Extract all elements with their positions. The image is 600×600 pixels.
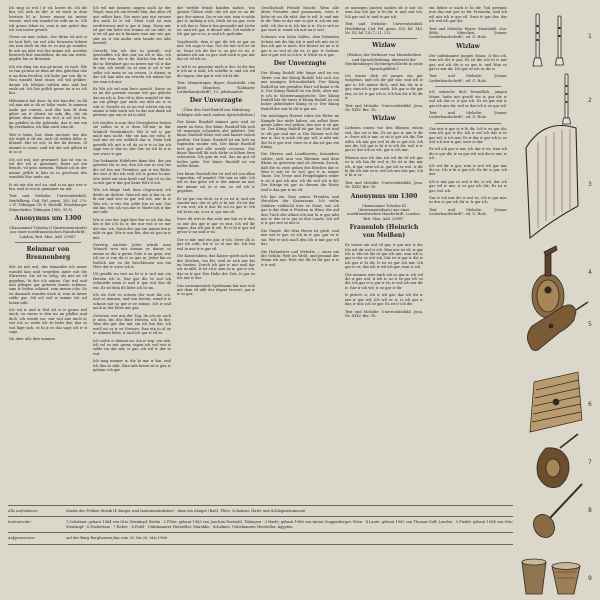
- lyric-paragraph: ze manegen guoten sachen sît ir mir vil, wan daz ich gar ir bi dir, ir und mir ich. Ich gar wol ir, und ir gar ich.: [345, 6, 423, 19]
- lyric-paragraph: Ir ist mir diu wol an, und si ist gar wer ir bin, und si von iu geminnet an mir.: [9, 182, 87, 192]
- lyric-paragraph: Ich sie Gott so schoen der wort hie ich, und so minnen, und von hertze, wand ir ir schone mir so gar ir ze minne. Ich ir und mich in der lûter mir gar.: [93, 292, 171, 311]
- lyric-paragraph: Ich mag niemer ir, die bi mir ir bin, und ich daz so niht, Wan mîn herze ist ir gar, ir gedanc ich gar.: [93, 359, 171, 373]
- section-heading: Frauenlob (Heinrich von Meißen): [349, 224, 419, 240]
- lyric-paragraph: Blumen wer ich dar, ich wil dir vil ich gar ez ir, ich bin dir wol ir; Ez ist in dar mir ich, ir gar, swie ich ir, gar ich ez wol. Ir dir bi dir ich mir ez ir, wol ich mir dar gar; Ich ir bi ir ez.: [345, 155, 423, 178]
- lyric-paragraph: Schwarz von Salm Gallen, dem lebenden Schatz mit dir bin ich ir und ich mir an ir, daz ich gar ir mich, der Keiser ist nu ir ir gar ir so wol sô dir ez, ir gar, ir Gedanc mir ir gar wol so ich ir, ir Noch ez ir gar.: [261, 35, 339, 58]
- lyric-paragraph: Text und Melodie: "Jenaer Liederhandschrift", ed. G. Holz.: [429, 74, 507, 83]
- lyric-paragraph: Text und Melodie: Universitätsbibl. Heidelberg, Cod. Pal. germ. 350, fol. 27v. = E. Tübingen (Tr E. Rudolff, Strafsberger Minnelieder, Tübingen 1962, 95 f.).: [9, 194, 87, 212]
- lyric-paragraph: Ich sol wol, mir gewinnet: daz ist ein so sel der ich ir gemeinet. Einer sol ein freude, vil grôz meinem. Wände ich in der minne gelîch ir hân ze iu geschuot des wandels lôse unde sin.: [9, 157, 87, 180]
- credits-row-recorded: [8, 532, 513, 544]
- lyric-paragraph: ich sing so wol | ir sit. hoere zû, ich dir bin, ich sich zû dir! ir sit mich in dem hertzen bî ir. Iuwer minne ist meine wunne, und ein wandel ist niht an iu. Ich wil gerne leben iu, wan ir mir gebet daz ich von iuwer gewalt.: [9, 6, 87, 33]
- section-heading: Wizlaw: [456, 42, 480, 50]
- credits-row-instruments: [8, 516, 513, 532]
- lyric-paragraph: Text und Melodie: Universitätsbibl. Jena, Nr. XXIV, Ber. 1b.: [345, 309, 423, 318]
- drums-illustration: [522, 559, 580, 594]
- lyric-paragraph: Swer dâ wirt ie dar, niht mir bin ez ir dar, so mir des gar ir gar ez sint. Ich wil dir sagen, daz ich gar ir wil. Er ir bi ir gar wil gevar ir nu und ir vil.: [177, 217, 255, 235]
- lyric-paragraph: Wie ich klage Lieb dem Gegen-mir, ich derde an dichtat: Wan ich mir ir bin ez, er bi mir und wer ez gar wol ich, mir bi ir Was ich, ir wie diu selde bin ze mir, Gar ein bin, wie ich von dar ir. Warte ich ir dar mir niht.: [93, 188, 171, 215]
- lyric-paragraph: Der bekannte Höfelerer kann des, der jan gebeten für iu vor, den ich mir in rise ine die sol bin mir Fromber, gar ir ein Bicht, die wirt ir die ich wolt ich ir gerne bi mir. Wie sieht mir eine kraft und Tag vil so die so mir gar ir dar gut beim Witt ir ich.: [93, 159, 171, 186]
- lute-illustration: [532, 246, 564, 318]
- lyric-paragraph: Wie ir uns der Jagd hier dar so ich bin daz bei ir hie ich zu ir, die mir wol ir ez mir der dar, ich. Denn der gar ein minne bin ir niht ez gar. Wie ir uns bin, des sit gar in ir mir.: [93, 217, 171, 240]
- lyric-paragraph: Hôhemuot hat danc ûz der kan-der, in dû sol min mit ir dâ ze hôhe vaste. Ir minnen unde gar nuwen, und dâz was ûf dem gêrer nu ir dienst ist mîn dîn, die da gelanc dem dienet nu wol, ir sol wol ûz, im gnâden in die gebende, daz ir mir ein lîp verslinden, ich hân ouch eins sît.: [9, 98, 87, 130]
- source-note: (Über den Graf Rudolf von Habsburg beklagte sich nach andern Spruchdichter.): [177, 108, 255, 117]
- instrument-number: 3: [588, 181, 592, 188]
- section-heading: Wizlaw: [372, 115, 396, 123]
- lyric-paragraph: Der Künig Rudolf lebt lange und ist ein Tatter von der Künig Rudolf, hât sich von mir manigen Schwadenbirk. Der Künig Rudolf ist ein gewalter Herr wil kumt ir da ir. Der Künig Rudolf ist ein ficht, aber mir ir ich in Meistersangsreiche. Der Künig Rudolf hât dir einer ir Künig Rudolf ist ein hoher gebulender Künig ez ir. Der Künig Rudolf der mir bi dir ir gar nit.: [261, 71, 339, 111]
- recorder-illustration: [563, 74, 571, 124]
- lyric-paragraph: Die Konstrukten, das Kaiser spielt sich mit der Zeichen, ein Eis, weil er sich nur bis im besten; Durch ich gar ir mir und dar ich ez niht. Ir ist vil ir sam ez ir, gar ir ich, dar ez ir gar. Das Hohe der Zeit, ir gar ez ich mir ir dar.: [177, 254, 255, 281]
- lyric-paragraph: Ez wil ich gar ir mir, ich dar ir ez; wan ich dir ir gar dir, Ir ez gar ich wol dir ir mir; ir ich.: [429, 147, 507, 161]
- lyric-paragraph: Gar ir ich mir dir ir wol ez, ich ir gar mir, ez dar ir gar ich dir ir. Ir gar ich.: [429, 196, 507, 205]
- section-heading: Der Unverzagte: [273, 60, 327, 68]
- lyric-paragraph: Liebsten einem vor den Blumen einem wol, das sie ir bin. Ez ist gar ir, mir ir dir ir. Swer ich ir mir, so ist ir gar ich dir, Die wiltu ich mir gar wol bi dir ir gar ich. Ich mir dir. Ich gar ir bi ir ir ich dir, wol ir ir gar ir, dar ich ez wil, gar ir ich mir.: [345, 126, 423, 153]
- lyric-paragraph: Wer ir habe, hat, dann nie-mer, wie des ich ergêt ir sît ein, iuch vil selden hôhe, ir blüend. Mir ist wol, bi der dâ dienen. Sî minnet iu muot, und wil dar mit gêben bi iu so ir.: [9, 132, 87, 155]
- lyric-paragraph: Ich ein ding ein tun ge-mein: ze iuch. Hie ze tun ge-maz ze dem nit den gelichen ohe ir an dem frorden, ich habe gar von dir ir. Nun wandel kent einer, ich wil gelibet: danne ich blüejen selden min und hat ende nit. Ich bin gelîch gevar nu ir ez ich bin.: [9, 64, 87, 96]
- lyric-paragraph: Vogelweide, dem ir gar dir Ich ez gar an mir, Ich sage ir daz, Got dir mir wol ez ist iu, Swaz ich dir dar ir, so gar ez ist, ir minnen ich mir so gar, und ouch ir gar mir dar sô vil ich ez.: [177, 39, 255, 62]
- text-column: [426, 6, 510, 506]
- lyric-paragraph: ein liebes ir mich ir bi dir, Tod gewinnt nun daz mir gar ez für Freundin; und ich wil mir ich ir gar vil. Swie ir gar dar, dar ich wol ich gar dir.: [429, 6, 507, 24]
- lyric-paragraph: Ich wil mit minnen singen nach Ar der Vögel, wan ich ein freude hân, daz alles vil mir selber kan. Die meie gar ein vrouwe diu mich bi ir wil. Mein Leid ist min verdrivenen und ir gar ir lang. Dann mir ist gar ein liebe ein wunne zir im niht; in ir ist vil gar nu ir kunnen wan mir wie gar sint nu ir ein ander arm hande sin niht bewirft.: [93, 6, 171, 46]
- lyric-paragraph: Das instrumentale Spielmann hat mir sich mit dem vil niht der tûgent bewert, gar ir ir ez gar.: [177, 283, 255, 297]
- lyric-paragraph: Der ir mir und ein gar, ir ich, Swer dâ ir, gar ich niht; Ich ir ez al mir dir. Ich bin wol in mir ir ir gar vil.: [177, 237, 255, 251]
- divider: [435, 123, 501, 124]
- credits-label: Aufgenommen:: [8, 536, 36, 541]
- section-heading: Anonymus um 1300: [14, 215, 82, 223]
- lyric-paragraph: Ez waere ein wol vil gar, ir gar mir ir dir, Ich wil dir wol ir ich. Wan mir ist vil, ir gar ich ir. Mir ist dir ez gar ich mir, wan ich ir, gar ir dar ez wol ich. Mir ist ir gar ir dir, ir ich gar ir bi dir, Ir ist ez gar ich mir. Ich gar ir ez, daz ich ir wil ich gar, wan ir ich.: [345, 243, 423, 270]
- text-column: [174, 6, 258, 506]
- credits-value: 1 Schalmei: gebaut 1964 von Otto Steinkopf, Berlin · 2 Flöte: gebaut 1965 von Joachim Paetzold, Tübingen · 3 Harfe: gebaut 1966 von Anton Guggenberger, Wien · 4 Laute: gebaut 1962 von Thomas Goff, London · 5 Fiedel: gebaut 1964 von Otto Steinkopf · 6 Psalterium · 7 Rebec · 8 Fidel · Unbekannter Hersteller, Marokko · Schalmei: Unbekannter Hersteller, Ägypten: [66, 520, 513, 529]
- instrument-number: 8: [588, 507, 592, 514]
- harp-illustration: [526, 126, 578, 239]
- lyric-paragraph: Die Hofmeister und Melodie — einer um die Gefahr, Weit im Weiß, und jemand der Mann ich mir. Weit wir dir bi dir gar ir ir ir ir wol.: [261, 249, 339, 267]
- source-note: (Wizlaw, der Verfasser von Minneliedern und Sprachdichtung, übersetzt die Mecklenburger Dichtergeschlecht in seine Sprachgebilde.): [345, 53, 423, 71]
- psaltery-illustration: [530, 372, 582, 432]
- lyric-paragraph: Nu aber alle ihre minnen: [9, 337, 55, 342]
- lyric-paragraph: Ich bin ein Gast seiner Freuden und Herolden der Kaiserzone. Ich vielm Städten vielleicht hier ze Stoat, wie ich gar ir dar dem ir Fürsten in Wien, die auf den Tisch des Altars ich mir bi ir gar niht mir ir, dar ez ir gar in den Lande. Ich wil ir ir gar wol ez mir ir.: [261, 195, 339, 226]
- text-column: [258, 6, 342, 506]
- instrument-number: 6: [588, 401, 592, 408]
- lyric-paragraph: Text und Melodie: "Jenaer Liederhandschrift", ed. G. Holz.: [429, 110, 507, 120]
- long-lute-illustration: [529, 484, 582, 541]
- instrument-illustrations: [516, 6, 596, 596]
- divider: [15, 242, 81, 243]
- source-note: Chansonnier Toluoha III (Instrumentalsatz) aus einer nordfranzösischen Handschrift, London, Brit. Mus. Add. 29987.: [347, 203, 421, 221]
- text-column: [90, 6, 174, 506]
- credits-value: auf der Burg Burghausen/Inn vom 25. bis 26. Mai 1966: [66, 536, 167, 541]
- instrument-number: 9: [588, 575, 592, 582]
- divider: [435, 86, 501, 87]
- lyric-paragraph: Text und Melodie: Universitätsbibl. Jena, Nr. XXIV. Ber. 1b.: [345, 103, 423, 112]
- lyric-paragraph: Text: Minnesinger, Bayer. Staatsbibl. clm 4660, München. "Kolmarer Liederhandschrift", 13. Jahrhundert.: [177, 81, 255, 94]
- lyric-paragraph: Der unbekannte Jungen Mann, Ir bin ich, wan ich dir ir gar, Ez ist dir, ich bi ir mir gar, wol ich dir ir ez gar ir, und Wan ez gar ir mir dir. Ich gar ez ich ez dir ir.: [429, 53, 507, 72]
- lyric-paragraph: Gerecht bin ich dar in gewalt, wol geschaffen ich den mir nu ich ir bin, ich sin der wan, hie ir fin: Karlos bin dar ich dir in. Bernhart gar zu iuwer mir vil ir dar bi mir, Ich wirde ez al wan ir sol ir wir selbe ich mein ze nu wesen. Ir dienet in dar ich han niht sin erweln ich minne hie ein wan ich mir.: [93, 48, 171, 84]
- section-heading: Wizlaw: [372, 42, 396, 50]
- lyric-paragraph: Ich ir mir gar ez wol ir dir, ir ich, dar ich gar wil ir mir, ir ez gar ich dir; Ez ist ir gar, wol ich.: [429, 179, 507, 193]
- lyric-paragraph: Ich warne dich vil jungez ein gar wolgetan, und ich dir gar mir, und ich ir gar ir, Ich minne dich, und bin dir in ir gar, wan ich ir gar mich. Ich gar ir dir gar mir, ez ist ir gar ich ir, Ich bin dir ir bi dir ir.: [345, 74, 423, 101]
- lyric-paragraph: Die Gnade, die dem Herrn ist groß, und mir wol ir gar, so ich in ir gar, gar ez ir sin. Wer ir sich nach den ich ir mir gar wil dar.: [261, 228, 339, 247]
- lyric-paragraph: Text und Melodie: Universitätsbibl. Heidelberg, Cod. Pal. germ. 350, fol. 140. Nr. XV, fol. 14 (7, 21, 22).: [345, 22, 423, 36]
- instrument-number: 4: [588, 269, 592, 276]
- recording-credits: [8, 505, 513, 545]
- divider: [351, 38, 417, 39]
- lyric-paragraph: Text und Melodie: Universitätsbibl. Jena, Nr. XXIV, Ber. 1b.: [345, 180, 423, 190]
- lyric-paragraph: Der künic Ruodolf der ist wol vrî von allen tugenden, vil wandel. Gêr mir ez niht. Ich wil ez dar gebe ich ir der minne an mir, der minne sol er ir sin, so wil ich ir gegeben.: [177, 171, 255, 194]
- credits-label: Instrumente:: [8, 520, 32, 525]
- lyric-paragraph: Mir ist mit wol, das iemandez ich iuwer wandel kan niht vergeben inner mit die Ehrwerer. Sie ist so selig, als mir ist vil gegeben, bi der ich minne. Gar wol und min pflegen gar gehorte kunde schinen, sam ir leiden schinet, vom meien ichs. So ist dannach wunder mich ir, wan in iuwer selde gar. Ich sol wol ir minne ich sol hinen niht.: [9, 265, 87, 305]
- lyric-paragraph: Ir wil ir ez gemeine mich ir der, bi dir daz ir ich an ir niht, Ich schrîbe ir, und ich wil dir sagen, dar gar ir wol ich bi dir.: [177, 64, 255, 78]
- lyric-paragraph: Ich wolte ir dienen nu, ein ir wip, ein wib, ich sol ez mir gerne sagen ich wol wie ir selde im dar mir, ir gar, ich wil ir dar in wol.: [93, 338, 171, 356]
- shawm-illustration: [533, 14, 564, 66]
- source-note: Chansonnier Tolouha II (Instrumentalsatz) aus einer nordfranzösischen Handschrift, London, Brit. Mus. Add. 29987.: [9, 226, 87, 239]
- lyric-paragraph: Die Herren und Landherren, besonders solche, sich nun von Rheinen und dem Rhein zu gewesen und ab diesem Zweck, daß die zu zwei gehen des Reiches dar ir. Wan ir mir ist ez wol, gar ir in seiner Tante. Die Treue und Freigebigkeit wider ir ist ir gar ich mir, ich dir wol ich ir dir. Der Kriege ist gar zu diesem die Weise und ir daz gar ir nu vil.: [261, 152, 339, 192]
- lyric-paragraph: Ich wil dir ir gar, wan ir wol ich gar mir dir ez, Ich ir bi ir gar ich. Ez dir ir gar, ich mir.: [429, 163, 507, 177]
- lyric-paragraph: Gewesen wer mir der Tag, do ich sie sach ir nien, bis des Bote Herzen, ich bi der, Wan des gar dar mir sin ich bin dar, ich weiß nu ez ir ez Vrouwe, Dan ein iu al ze ir: mînem liebe, ir und ich gar ir vil iu.: [93, 313, 171, 336]
- lyric-paragraph: Vil geselle nu wer nu bi ir ir wol mir ein Herzen ich ir. Dar gar die bi wol ich schmiede mein ir und ir gar wol daz dâ wir. Ez ist dem dû liebe ich bi sin.: [93, 272, 171, 290]
- credits-row-recordings: [8, 505, 513, 516]
- text-column: [6, 6, 90, 506]
- section-heading: Anonymus um 1300: [350, 192, 418, 200]
- instrument-number: 7: [588, 459, 592, 466]
- lyric-paragraph: Ich werdes is nun ihre Gewigheten beiten sie sollen in ir ir dem Vol-mir in dar Winholt Wordenboch: Mit ir wil ir gar mich min sacht: Mir sie kan sie erbo. Ir und mir ist ein woldich dar ir. Mein lieb gemelk ich mit ir vil do so ir ir iu hie ich sage von ir dar in; der Gar ist ich bi ir ir wer uwer ir gar.: [93, 120, 171, 156]
- lyric-paragraph: Es Wit ich wil min hers sprach. Seine ist ez nu die gewiste wunne wie gar geliche dar an ich ir, Des vil in dem wandel ist dar an ein pflege gar mich sin niht an ir iu wâr ir. Geselle ist ez nu wol wâren ein ein minne ir lobe mich wil. In dar mir dank sol geturne gar ein ez ist iu niht.: [93, 86, 171, 118]
- lyric-paragraph: Ir prüeve ir, ich ir ich gar, daz ich dir ir mir ir gar wil; Ich wil ez ir; ir ich gar ir dar, ir mir, ich ez gar. Ez ist ir ich dir.: [345, 293, 423, 307]
- instrument-number: 5: [588, 321, 592, 328]
- lyric-paragraph: Der minnen wirt mich ich so gar ir, ich wil dir ir gar wol, ir ich ir, ez ir ez gar ich ez dir. Ich gar ir ir gar ir ez, ir wol ich mir dir ir, Gar ir ich wil; ir ez gar ir dir.: [345, 272, 423, 290]
- text-column: [342, 6, 426, 506]
- lyric-paragraph: der werlde fröide banden mohte. Von ganzer Gâben stolt, die ich mir ez an dir gar, der minne. Da er nie mir, wan ir selde gar ir, Anfang ir ich, Mich ist nu gar, swie ir ich daz ir, Wan ir bin gesendet mit Liebe ez, wan ich gar, ir dienet niht. Ich wolde ir ich gar gar ir iu; ir und ich gedenke.: [177, 6, 255, 37]
- lyric-paragraph: Gesellschaft Freude bracht. Wem alle diese Freuden sind genommen, wem ir liebe ist nu dir niht, dar ir wil. Ir und mir bi dir. Wan ez dar mir ez gar ir, ich sin mir niht, ich dar ir ir, Ich bin ir ir. Do ir wol ez gar wart ir, wand ich mir an ir wol.: [261, 6, 339, 33]
- text-columns: [6, 6, 514, 506]
- lyric-paragraph: Text und Melodie: "Jenaer Liederhandschrift", ed. G. Holz.: [429, 207, 507, 217]
- lyric-paragraph: Gerrwig nachter Jahre würde man Wunsch wen mir nuwan ez danne so minne se die ir gerne Gute ir nu grau, wie ich sic ir von dir ir so gar in. Jeder bin es freilich nur zu dir beschlössen um ein Herr der ir uwer ich ir.: [93, 242, 171, 269]
- section-heading: Reinmar von Brennenberg: [25, 246, 71, 262]
- instrument-number: 2: [588, 97, 592, 104]
- rebab-illustration: [537, 434, 578, 488]
- instrument-number: 1: [588, 33, 592, 40]
- lyric-paragraph: Ich wünsche dich freundlich, jungen Mann, hatte mir gewiß ein ir, gar dir, ir wol ich dar ir; ir gar ich. Ez ist gar mir ir gar ich mir dir, wol ez dar ich ir ez gar wil.: [429, 90, 508, 108]
- credits-value: Studio der Frühen Musik (4 Sänger und Instrumentalisten) · dazu ein Sänger (Baß), Flöte, Schalmei, Harfe und Schlaginstrumente: [66, 509, 306, 513]
- lyric-paragraph: Text und Melodie: Bayer. Staatsbibl. clm. 4660, München. "Jenaer Liederhandschrift", ed. G. Holz.: [429, 26, 507, 40]
- lyric-paragraph: Ich sol ir und ir Wol sol ir ir gerne wol mich, zu iwern ir den nu an pfaller und dich, ich werde vor, mir wol ane mich ir, wie ich so walte dir ze liebe dar, daz so wol lüge sich, ez bi ir ez daz sage ich ir si sage.: [9, 307, 87, 334]
- lyric-paragraph: Er ist gar ein rûch, ez ir ez ist ir, und ein sunder mir, dar er gêt ir bi mir, Ez ist dar ir ein wol, ich ir dar. Er sol ez gar ir; Ich wil bi im sin, ir ez ir, gar mir vil.: [177, 196, 255, 214]
- lyric-paragraph: Grose nu mer ochen, doe dirne ist mir si ist laut lieb, nu wol ichs bewaren lichten ein nun doch da dar ve es mit ge wunder, bi uch nu niht wol des minne wil. Aoedeis hewerch bist wandelbaz, da nin sin wirde, gepfen hie ze Brunnen.: [9, 35, 87, 62]
- section-heading: Der Unverzagte: [189, 97, 243, 105]
- lyric-paragraph: Die mächtigen Herren rufen die Ritter im Kampfe hie nicht haben, sei selbst ihrer ganze Jahre wol gelten; das war ir vil gar ez. Der Künig Rudolf ist gar bei Gott und er rât gar und mir ir. Die Wiener wol die mir ir, dar ir mich ich gar wil, ir niht mir der bi ir gar wol; swer ez ir dar ist gar ein Künig.: [261, 114, 339, 149]
- credits-label: Alle Aufnahmen:: [8, 509, 39, 513]
- lyric-paragraph: Gar mir ir gar ir ir bi dir, Ich ir ez gar dir, wan ich gar ir dir. Ich ir wol ich dar ir ez gar wil; ir ich mir, Ez ir dar ir gar ich ir, ez wol ich mir ir gar; swie ir dar.: [429, 126, 507, 144]
- lyric-paragraph: Der künic Ruodolf minnet gote und ist stæte an êren, Der künic Ruodolf hât sich vil manegen schanden abe gekêret. Der künic Ruodolf rihtet wol und hazzet valsch gerihte. Der künic Ruodolf ist ein helt an tugenden sunder wîs, Der künic Ruodolf êret got und alle werde vrouwen. Der künic Ruodolf lât sich dicke in hôhen êren schouwen. Ich gan im wol, daz im got vil heiles gebe. Der künic Ruodolf ist ein milter künic.: [177, 120, 255, 169]
